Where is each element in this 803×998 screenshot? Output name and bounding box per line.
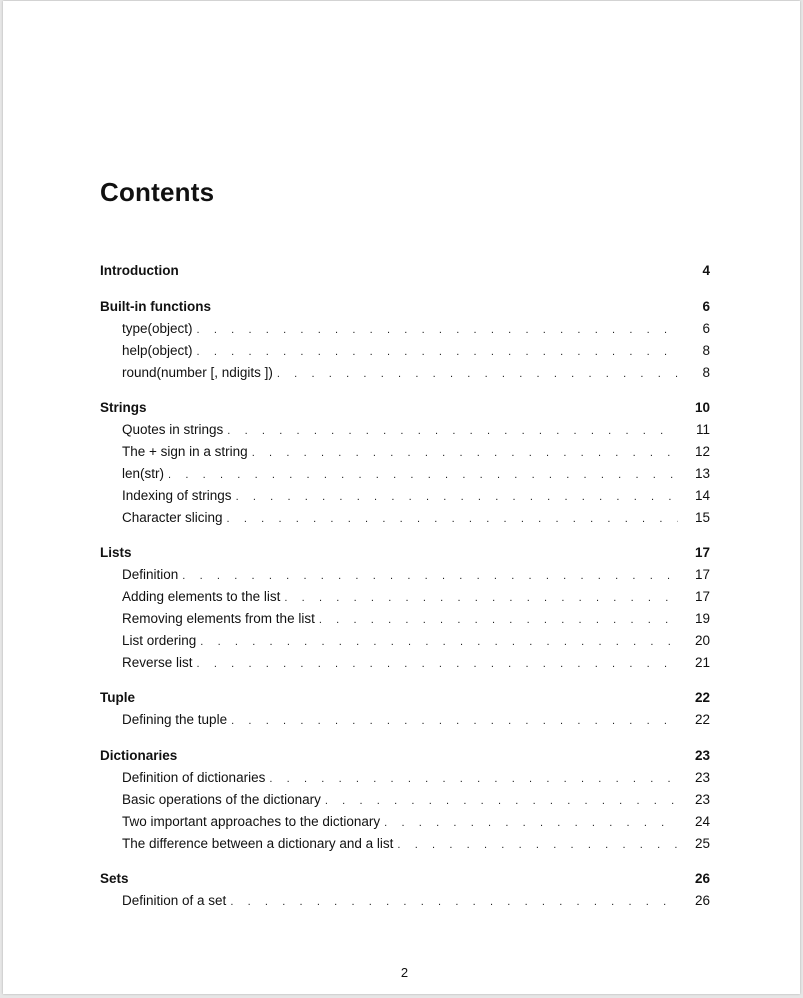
entry-title: Definition of dictionaries [122,770,266,786]
entry-page-number: 13 [694,465,710,481]
section-title: Lists [100,545,132,561]
dot-leader [197,324,678,336]
toc-section-heading[interactable] [100,690,710,712]
page-title: Contents [100,177,215,207]
section-page-number: 26 [694,871,710,887]
entry-page-number: 17 [694,567,710,583]
section-title: Dictionaries [100,748,178,764]
entry-page-number: 20 [694,632,710,648]
section-title: Built-in functions [100,299,211,314]
toc-section [100,690,710,734]
toc-section-heading[interactable] [100,748,710,770]
entry-title: Character slicing [122,509,223,525]
dot-leader [284,592,678,604]
section-title: Sets [100,871,129,887]
entry-title: Quotes in strings [122,422,224,438]
page-number: 2 [400,965,409,980]
entry-page-number: 25 [694,835,710,851]
toc-entry[interactable] [100,488,710,510]
entry-page-number: 14 [694,487,710,503]
entry-title: The difference between a dictionary and a list [122,835,394,851]
toc-entry[interactable] [100,444,710,466]
entry-title: Two important approaches to the dictionary [122,813,381,829]
section-page-number: 4 [702,263,710,278]
toc-entry[interactable] [100,589,710,611]
entry-page-number: 17 [694,589,710,605]
toc-section [100,299,710,386]
dot-leader [325,795,678,807]
entry-title: Indexing of strings [122,487,232,503]
toc-section-heading[interactable] [100,400,710,422]
toc-entry[interactable] [100,422,710,444]
dot-leader [252,447,678,459]
dot-leader [236,491,678,503]
dot-leader [231,715,678,727]
toc-entry[interactable] [100,510,710,532]
section-page-number: 23 [694,748,710,764]
entry-page-number: 24 [694,813,710,829]
toc-section-heading[interactable] [100,299,710,321]
entry-page-number: 21 [694,654,710,670]
toc-entry[interactable] [100,321,710,343]
entry-title: help(object) [122,342,193,358]
entry-page-number: 8 [702,342,710,358]
dot-leader [182,570,678,582]
dot-leader [200,636,678,648]
toc-entry[interactable] [100,633,710,655]
toc-entry[interactable] [100,814,710,836]
dot-leader [197,658,678,670]
entry-title: Definition [122,567,179,583]
entry-title: Definition of a set [122,893,227,909]
section-page-number: 17 [694,545,710,561]
entry-page-number: 22 [694,712,710,728]
toc-section-heading[interactable] [100,263,710,285]
section-title: Introduction [100,263,179,278]
section-page-number: 22 [694,690,710,706]
entry-title: Basic operations of the dictionary [122,791,321,807]
toc-section-heading[interactable] [100,871,710,893]
entry-title: Removing elements from the list [122,610,315,626]
entry-title: Reverse list [122,654,193,670]
toc-section [100,748,710,857]
dot-leader [277,368,678,380]
entry-page-number: 6 [702,321,710,336]
entry-title: len(str) [122,465,165,481]
dot-leader [230,896,678,908]
toc-entry[interactable] [100,567,710,589]
toc-section [100,871,710,915]
dot-leader [319,614,678,626]
entry-page-number: 15 [694,509,710,525]
toc-section-heading[interactable] [100,545,710,567]
entry-title: List ordering [122,632,197,648]
dot-leader [269,773,678,785]
toc-entry[interactable] [100,343,710,365]
entry-title: The + sign in a string [122,444,248,460]
entry-page-number: 23 [694,770,710,786]
entry-page-number: 23 [694,791,710,807]
table-of-contents [100,263,710,929]
toc-entry[interactable] [100,836,710,858]
section-page-number: 10 [694,400,710,416]
entry-title: round(number [, ndigits ]) [122,364,273,380]
dot-leader [197,346,678,358]
toc-entry[interactable] [100,466,710,488]
entry-title: Defining the tuple [122,712,228,728]
section-page-number: 6 [702,299,710,314]
entry-page-number: 19 [694,610,710,626]
toc-entry[interactable] [100,712,710,734]
toc-entry[interactable] [100,655,710,677]
entry-page-number: 12 [694,444,710,460]
toc-entry[interactable] [100,792,710,814]
entry-page-number: 11 [695,422,710,438]
dot-leader [168,469,678,481]
toc-entry[interactable] [100,893,710,915]
toc-entry[interactable] [100,611,710,633]
dot-leader [227,513,678,525]
toc-entry[interactable] [100,770,710,792]
dot-leader [384,817,678,829]
dot-leader [227,425,678,437]
toc-section [100,263,710,285]
entry-page-number: 8 [702,364,710,380]
entry-title: type(object) [122,321,193,336]
toc-section [100,400,710,531]
section-title: Tuple [100,690,135,706]
toc-section [100,545,710,676]
document-page [3,1,800,994]
dot-leader [397,839,678,851]
entry-page-number: 26 [694,893,710,909]
entry-title: Adding elements to the list [122,589,281,605]
toc-entry[interactable] [100,365,710,387]
section-title: Strings [100,400,147,416]
